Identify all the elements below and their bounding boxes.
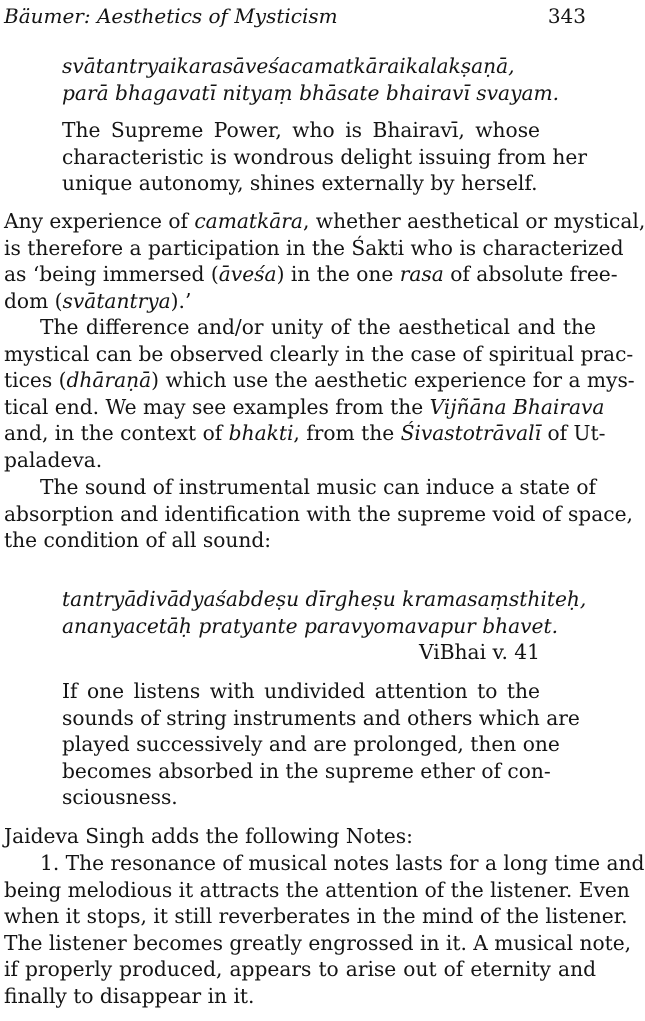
paragraph-difference-unity xyxy=(4,314,635,473)
translation-line: characteristic is wondrous delight issuing from her xyxy=(62,144,587,169)
text-span: ).’ xyxy=(170,288,192,313)
verse-line: parā bhagavatī nityaṃ bhāsate bhairavī svayam. xyxy=(62,80,560,105)
running-title: Bäumer: Aesthetics of Mysticism xyxy=(4,4,338,28)
body-line: 1. The resonance of musical notes lasts for a long time and xyxy=(40,851,645,875)
translation-line: unique autonomy, shines externally by herself. xyxy=(62,171,538,195)
body-line: being melodious it attracts the attention of the listener. Even xyxy=(4,877,630,902)
sanskrit-verse-1 xyxy=(62,53,562,106)
text-span: ) in the one xyxy=(276,262,400,286)
text-span: tical end. We may see examples from the xyxy=(4,394,430,419)
text-span: of absolute free- xyxy=(443,262,618,286)
translation-line: If one listens with undivided attention to the xyxy=(62,679,540,703)
body-line: The listener becomes greatly engrossed in it. A musical note, xyxy=(4,930,632,955)
text-span: of Ut- xyxy=(541,421,606,445)
italic-term: Vijñāna Bhairava xyxy=(429,394,605,419)
body-line xyxy=(4,208,645,235)
body-line xyxy=(4,420,606,447)
body-line xyxy=(4,367,635,394)
italic-term: Śivastotrāvalī xyxy=(400,421,542,445)
verse-line: tantryādivādyaśabdeṣu dīrgheṣu kramasaṃsthiteḥ, xyxy=(62,587,587,611)
body-line: absorption and identification with the supreme void of space, xyxy=(4,501,633,526)
sanskrit-verse-2 xyxy=(62,586,587,666)
paragraph-note-1 xyxy=(4,850,645,1009)
verse-1-translation xyxy=(62,117,587,197)
paragraph-camatkara xyxy=(4,208,645,314)
translation-line: sciousness. xyxy=(62,785,178,809)
text-span: tices ( xyxy=(4,368,67,392)
page-number: 343 xyxy=(547,4,586,28)
translation-line: becomes absorbed in the supreme ether of con- xyxy=(62,758,551,783)
italic-term: rasa xyxy=(399,262,444,286)
page-header xyxy=(4,4,586,32)
body-line: is therefore a participation in the Śakti who is characterized xyxy=(4,235,624,260)
italic-term: bhakti xyxy=(228,421,294,445)
text-span: Any experience of xyxy=(4,209,195,233)
body-line xyxy=(4,394,605,421)
paragraph-notes-intro xyxy=(4,823,596,850)
translation-line: The Supreme Power, who is Bhairavī, whose xyxy=(62,118,540,142)
text-span: dom ( xyxy=(4,288,63,313)
body-line: The sound of instrumental music can induce a state of xyxy=(40,475,596,499)
translation-line: sounds of string instruments and others which are xyxy=(62,705,580,730)
italic-term: dhāraṇā xyxy=(66,368,152,392)
italic-term: camatkāra xyxy=(194,209,303,233)
text-span: , whether aesthetical or mystical, xyxy=(302,209,645,233)
italic-term: svātantrya xyxy=(62,288,171,313)
body-line xyxy=(4,261,618,288)
body-line: Jaideva Singh adds the following Notes: xyxy=(4,824,413,848)
paragraph-instrumental-music xyxy=(4,474,633,554)
verse-line: svātantryaikarasāveśacamatkāraikalakṣaṇā, xyxy=(62,54,515,78)
text-span: ) which use the aesthetic experience for a mys- xyxy=(151,368,635,392)
translation-line: played successively and are prolonged, then one xyxy=(62,732,560,756)
verse-line: ananyacetāḥ pratyante paravyomavapur bhavet. xyxy=(62,613,559,638)
body-line: finally to disappear in it. xyxy=(4,983,255,1008)
text-span: , from the xyxy=(293,421,401,445)
body-line: if properly produced, appears to arise out of eternity and xyxy=(4,957,596,981)
text-span: and, in the context of xyxy=(4,421,229,445)
body-line: when it stops, it still reverberates in the mind of the listener. xyxy=(4,904,628,928)
verse-source: ViBhai v. 41 xyxy=(419,640,540,664)
body-line: paladeva. xyxy=(4,447,103,472)
text-span: as ‘being immersed ( xyxy=(4,262,219,286)
body-line: mystical can be observed clearly in the case of spiritual prac- xyxy=(4,341,634,366)
body-line: The difference and/or unity of the aesthetical and the xyxy=(40,315,596,339)
italic-term: āveśa xyxy=(218,262,277,286)
body-line xyxy=(4,288,596,315)
verse-2-translation xyxy=(62,678,580,811)
body-line: the condition of all sound: xyxy=(4,528,272,552)
